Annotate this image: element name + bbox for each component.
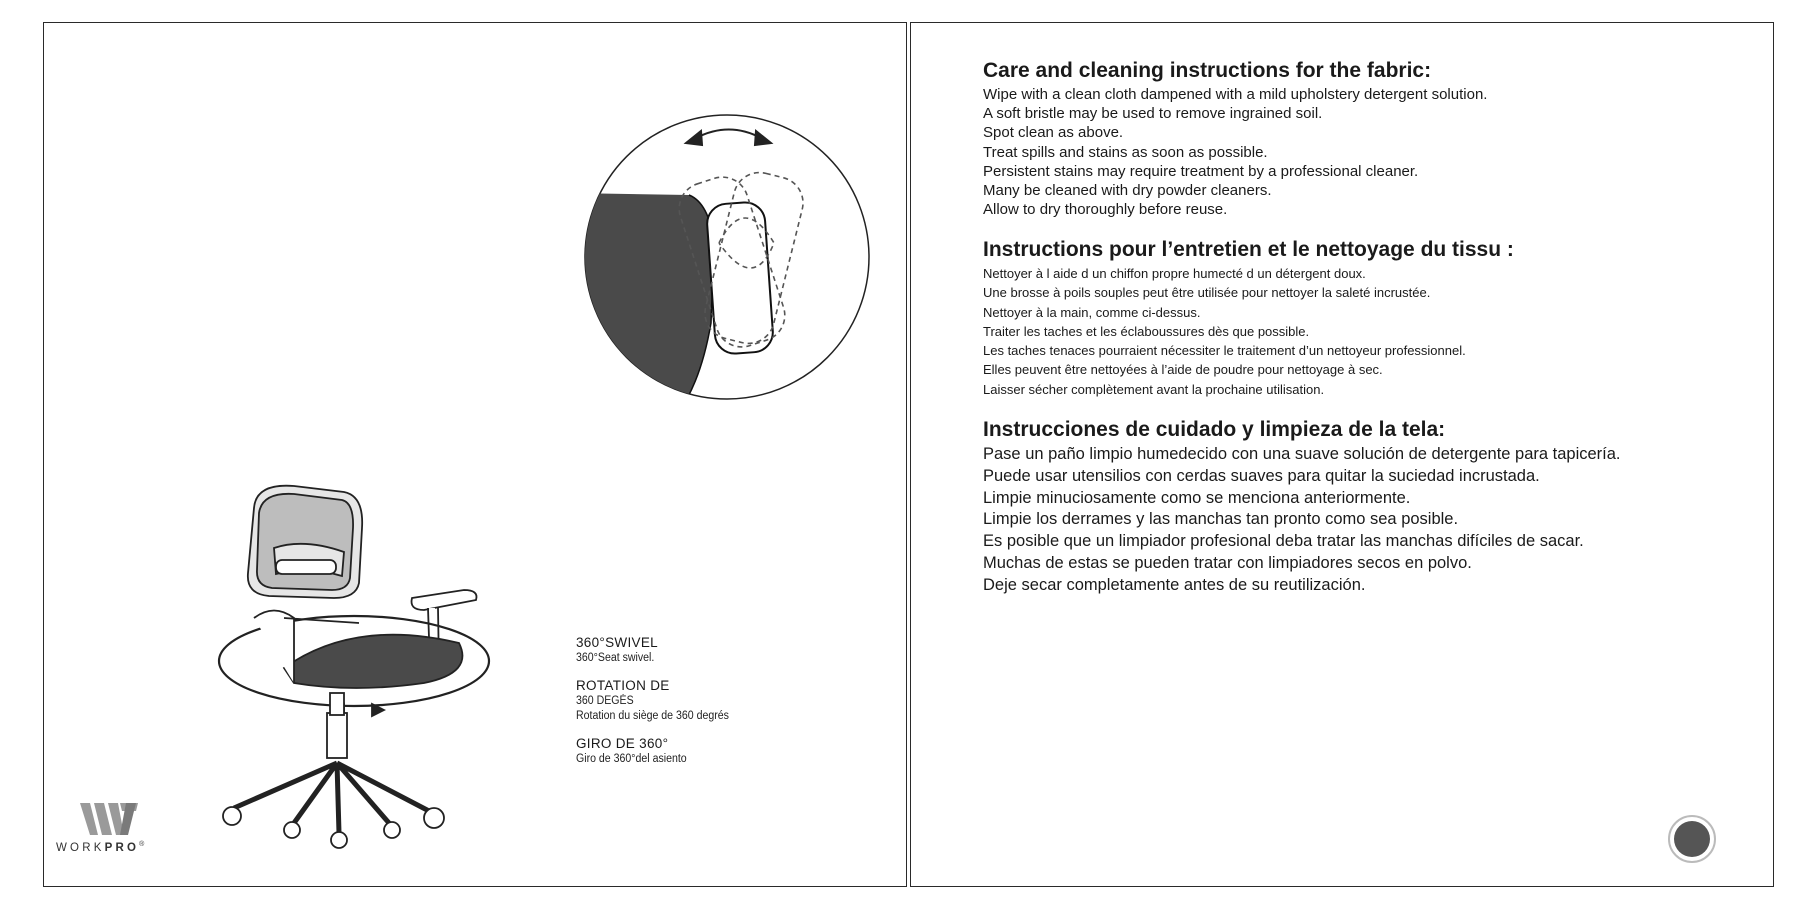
page-marker-dot-inner — [1674, 821, 1710, 857]
logo-brand-light: WORK — [56, 841, 105, 854]
care-instructions-english — [983, 59, 1487, 219]
spanish-line: Limpie los derrames y las manchas tan pronto como sea posible. — [983, 510, 1459, 529]
right-page — [910, 22, 1774, 887]
spanish-line: Limpie minuciosamente como se menciona anteriormente. — [983, 488, 1411, 507]
french-line: Elles peuvent être nettoyées à l’aide de poudre pour nettoyage à sec. — [983, 362, 1383, 378]
spanish-line: Es posible que un limpiador profesional deba tratar las manchas difíciles de sacar. — [983, 532, 1584, 551]
workpro-logo — [56, 801, 196, 854]
workpro-logo-text — [56, 841, 196, 854]
english-line: A soft bristle may be used to remove ingrained soil. — [983, 105, 1323, 123]
english-line: Allow to dry thoroughly before reuse. — [983, 201, 1228, 219]
english-line: Treat spills and stains as soon as possible. — [983, 143, 1268, 161]
workpro-logo-mark-icon — [80, 801, 138, 837]
office-chair-swivel-illustration — [184, 478, 534, 878]
swivel-caption-es — [576, 736, 836, 767]
spanish-line: Deje secar completamente antes de su reutilización. — [983, 575, 1366, 594]
english-line: Persistent stains may require treatment by a professional cleaner. — [983, 162, 1419, 180]
swivel-caption-en — [576, 635, 836, 666]
english-line: Many be cleaned with dry powder cleaners. — [983, 182, 1272, 200]
armrest-pivot-detail-illustration — [569, 93, 909, 413]
swivel-sub-en: 360°Seat swivel. — [576, 652, 655, 664]
french-line: Laisser sécher complètement avant la prochaine utilisation. — [983, 381, 1325, 397]
french-line: Traiter les taches et les éclaboussures dès que possible. — [983, 323, 1310, 339]
english-line: Wipe with a clean cloth dampened with a mild upholstery detergent solution. — [983, 86, 1488, 103]
spanish-line: Pase un paño limpio humedecido con una suave solución de detergente para tapicería. — [983, 445, 1621, 463]
left-page — [43, 22, 907, 887]
english-line: Spot clean as above. — [983, 124, 1124, 142]
care-instructions-spanish — [983, 418, 1621, 597]
page-marker-dot-icon — [1668, 815, 1716, 863]
spanish-title: Instrucciones de cuidado y limpieza de la tela: — [983, 418, 1446, 441]
french-line: Une brosse à poils souples peut être utilisée pour nettoyer la saleté incrustée. — [983, 285, 1431, 301]
logo-brand-bold: PRO — [104, 841, 140, 854]
care-instructions-french — [983, 238, 1514, 399]
swivel-sub-es: Giro de 360°del asiento — [576, 753, 687, 765]
spanish-line: Muchas de estas se pueden tratar con limpiadores secos en polvo. — [983, 553, 1472, 572]
french-line: Nettoyer à la main, comme ci-dessus. — [983, 304, 1201, 320]
swivel-sub-fr-2: Rotation du siège de 360 degrés — [576, 710, 729, 722]
english-title: Care and cleaning instructions for the fabric: — [983, 59, 1432, 82]
french-line: Nettoyer à l aide d un chiffon propre humecté d un détergent doux. — [983, 266, 1366, 281]
swivel-heading-fr: ROTATION DE — [576, 678, 670, 693]
swivel-caption — [576, 635, 836, 779]
spanish-line: Puede usar utensilios con cerdas suaves para quitar la suciedad incrustada. — [983, 466, 1540, 485]
french-title: Instructions pour l’entretien et le nettoyage du tissu : — [983, 238, 1514, 261]
swivel-sub-fr-1: 360 DEGÉS — [576, 695, 634, 707]
logo-registered-mark: ® — [139, 841, 145, 848]
swivel-heading-en: 360°SWIVEL — [576, 635, 658, 650]
swivel-heading-es: GIRO DE 360° — [576, 736, 669, 751]
french-line: Les taches tenaces pourraient nécessiter le traitement d’un nettoyeur professionnel. — [983, 343, 1466, 359]
swivel-caption-fr — [576, 678, 836, 724]
